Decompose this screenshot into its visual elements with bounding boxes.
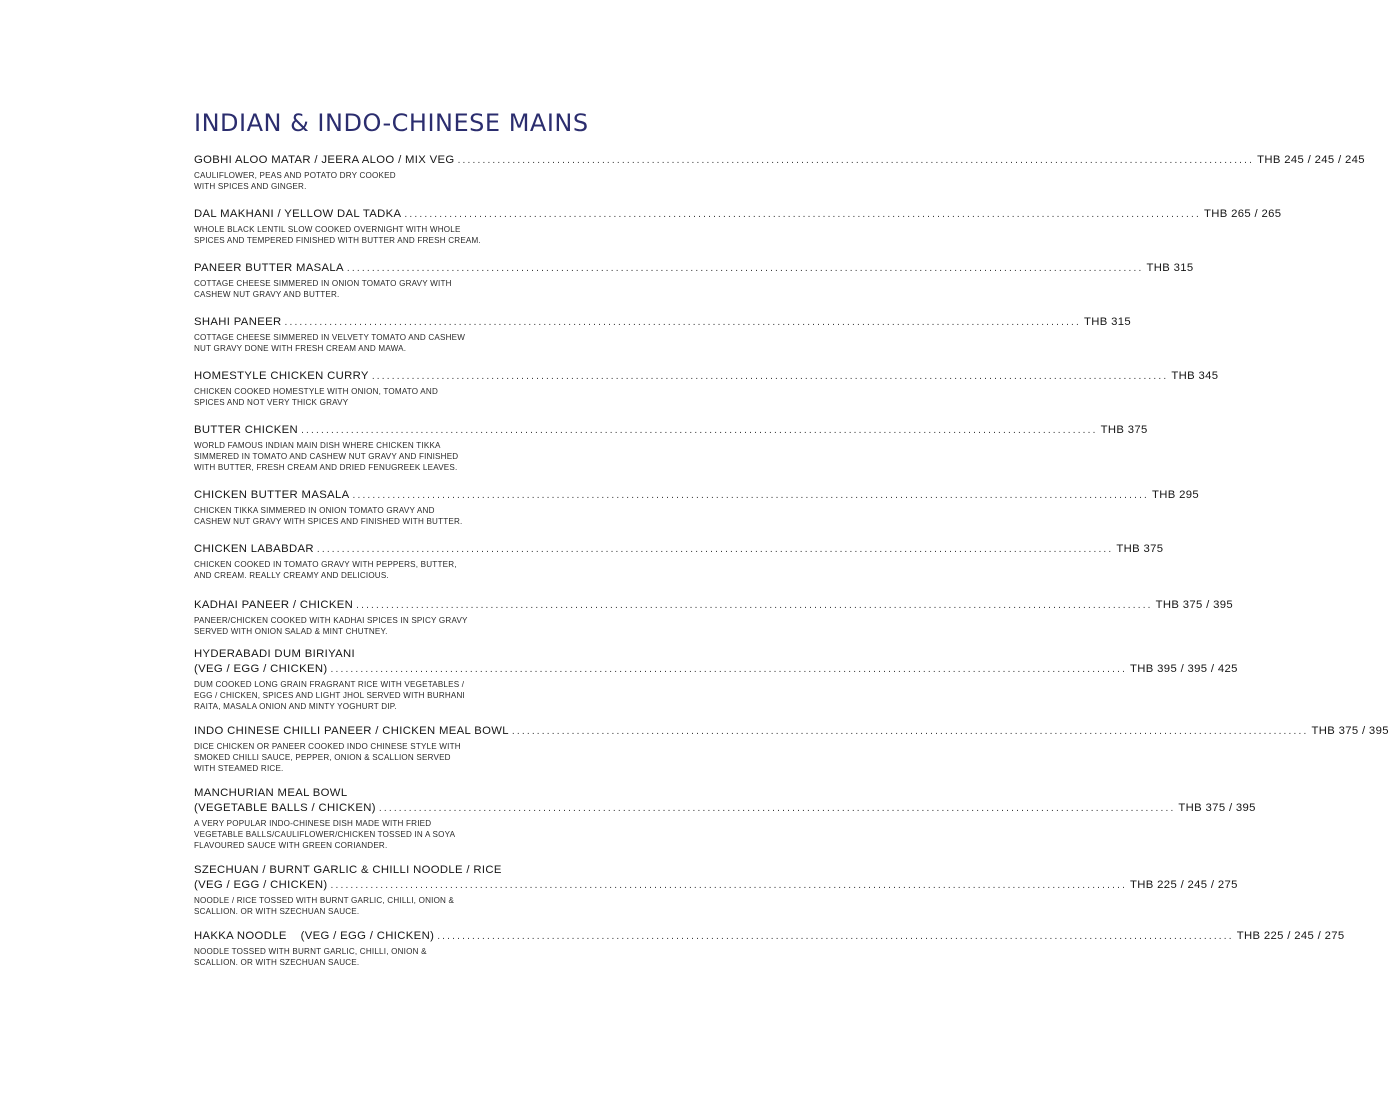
- item-price: THB 245 / 245 / 245: [1257, 154, 1365, 166]
- item-name: (VEG / EGG / CHICKEN): [194, 879, 328, 891]
- item-description: [194, 679, 514, 712]
- section-title: INDIAN & INDO-CHINESE MAINS: [194, 109, 589, 137]
- item-name: BUTTER CHICKEN: [194, 424, 299, 436]
- menu-item: [194, 724, 1389, 774]
- item-row: [194, 929, 1345, 944]
- item-name: INDO CHINESE CHILLI PANEER / CHICKEN MEAL BOWL: [194, 725, 509, 737]
- item-name: DAL MAKHANI / YELLOW DAL TADKA: [194, 208, 402, 220]
- item-price: THB 375: [1116, 543, 1164, 555]
- description-line: NOODLE TOSSED WITH BURNT GARLIC, CHILLI, ONION &: [194, 947, 427, 956]
- item-row: [194, 662, 1238, 677]
- item-row: [194, 315, 1132, 330]
- description-line: SIMMERED IN TOMATO AND CASHEW NUT GRAVY AND FINISHED: [194, 452, 459, 461]
- item-price: THB 295: [1152, 489, 1200, 501]
- description-line: CASHEW NUT GRAVY AND BUTTER.: [194, 290, 340, 299]
- description-line: CHICKEN COOKED HOMESTYLE WITH ONION, TOMATO AND: [194, 387, 438, 396]
- item-description: [194, 386, 514, 408]
- dot-leader: ................................................................................................................................................................: [457, 155, 1255, 166]
- item-row: [194, 801, 1256, 816]
- menu-item: [194, 488, 1200, 527]
- menu-item: [194, 315, 1132, 354]
- item-price: THB 315: [1084, 316, 1132, 328]
- item-description: [194, 741, 514, 774]
- description-line: SCALLION. OR WITH SZECHUAN SAUCE.: [194, 958, 360, 967]
- item-price: THB 225 / 245 / 275: [1236, 930, 1345, 942]
- menu-item: [194, 423, 1148, 473]
- item-name: KADHAI PANEER / CHICKEN: [194, 599, 354, 611]
- dot-leader: ................................................................................................................................................................: [356, 600, 1153, 611]
- item-name: CHICKEN LABABDAR: [194, 543, 314, 555]
- description-line: DUM COOKED LONG GRAIN FRAGRANT RICE WITH VEGETABLES /: [194, 680, 465, 689]
- item-description: [194, 615, 514, 637]
- item-price: THB 265 / 265: [1203, 208, 1282, 220]
- description-line: DICE CHICKEN OR PANEER COOKED INDO CHINESE STYLE WITH: [194, 742, 461, 751]
- description-line: COTTAGE CHEESE SIMMERED IN VELVETY TOMATO AND CASHEW: [194, 333, 466, 342]
- item-row: [194, 598, 1234, 613]
- description-line: NUT GRAVY DONE WITH FRESH CREAM AND MAWA.: [194, 344, 407, 353]
- item-row: [194, 369, 1219, 384]
- item-name-line: HYDERABADI DUM BIRIYANI: [194, 648, 355, 660]
- item-name: (VEG / EGG / CHICKEN): [194, 663, 328, 675]
- description-line: A VERY POPULAR INDO-CHINESE DISH MADE WITH FRIED: [194, 819, 432, 828]
- item-row: [194, 878, 1238, 893]
- item-description: [194, 278, 514, 300]
- item-price: THB 315: [1146, 262, 1194, 274]
- description-line: CHICKEN TIKKA SIMMERED IN ONION TOMATO GRAVY AND: [194, 506, 435, 515]
- item-row: [194, 488, 1200, 503]
- menu-item: [194, 369, 1219, 408]
- item-row: [194, 153, 1365, 168]
- menu-item: [194, 786, 1256, 851]
- dot-leader: ................................................................................................................................................................: [301, 425, 1098, 436]
- description-line: WITH STEAMED RICE.: [194, 764, 284, 773]
- description-line: AND CREAM. REALLY CREAMY AND DELICIOUS.: [194, 571, 389, 580]
- item-description: [194, 440, 514, 473]
- menu-item: [194, 929, 1345, 968]
- item-price: THB 375: [1100, 424, 1148, 436]
- description-line: SCALLION. OR WITH SZECHUAN SAUCE.: [194, 907, 360, 916]
- item-price: THB 395 / 395 / 425: [1130, 663, 1238, 675]
- dot-leader: ................................................................................................................................................................: [437, 931, 1234, 942]
- description-line: CASHEW NUT GRAVY WITH SPICES AND FINISHED WITH BUTTER.: [194, 517, 463, 526]
- description-line: PANEER/CHICKEN COOKED WITH KADHAI SPICES IN SPICY GRAVY: [194, 616, 468, 625]
- item-name-line: SZECHUAN / BURNT GARLIC & CHILLI NOODLE / RICE: [194, 864, 502, 876]
- item-name: (VEGETABLE BALLS / CHICKEN): [194, 802, 376, 814]
- description-line: WORLD FAMOUS INDIAN MAIN DISH WHERE CHICKEN TIKKA: [194, 441, 441, 450]
- menu-item: [194, 542, 1164, 581]
- item-description: [194, 895, 514, 917]
- item-name-line: MANCHURIAN MEAL BOWL: [194, 787, 348, 799]
- item-row: [194, 542, 1164, 557]
- item-row: [194, 724, 1389, 739]
- menu-item: [194, 598, 1234, 637]
- description-line: CHICKEN COOKED IN TOMATO GRAVY WITH PEPPERS, BUTTER,: [194, 560, 457, 569]
- menu-item: [194, 261, 1194, 300]
- dot-leader: ................................................................................................................................................................: [511, 726, 1309, 737]
- dot-leader: ................................................................................................................................................................: [352, 490, 1150, 501]
- item-name: GOBHI ALOO MATAR / JEERA ALOO / MIX VEG: [194, 154, 455, 166]
- item-row: [194, 261, 1194, 276]
- description-line: WHOLE BLACK LENTIL SLOW COOKED OVERNIGHT WITH WHOLE: [194, 225, 461, 234]
- menu-item: [194, 863, 1238, 917]
- item-name: PANEER BUTTER MASALA: [194, 262, 344, 274]
- item-description: [194, 332, 514, 354]
- item-description: [194, 818, 514, 851]
- description-line: FLAVOURED SAUCE WITH GREEN CORIANDER.: [194, 841, 388, 850]
- item-name: SHAHI PANEER: [194, 316, 282, 328]
- item-price: THB 375 / 395: [1178, 802, 1256, 814]
- item-row: [194, 423, 1148, 438]
- dot-leader: ................................................................................................................................................................: [284, 317, 1082, 328]
- item-name: CHICKEN BUTTER MASALA: [194, 489, 350, 501]
- description-line: SPICES AND NOT VERY THICK GRAVY: [194, 398, 349, 407]
- item-description: [194, 224, 514, 246]
- menu-content: [194, 107, 1389, 968]
- item-price: THB 345: [1171, 370, 1219, 382]
- dot-leader: ................................................................................................................................................................: [378, 803, 1176, 814]
- menu-item: [194, 647, 1238, 712]
- dot-leader: ................................................................................................................................................................: [316, 544, 1114, 555]
- description-line: NOODLE / RICE TOSSED WITH BURNT GARLIC, CHILLI, ONION &: [194, 896, 455, 905]
- menu-item: [194, 153, 1365, 192]
- dot-leader: ................................................................................................................................................................: [404, 209, 1201, 220]
- item-description: [194, 559, 514, 581]
- dot-leader: ................................................................................................................................................................: [330, 880, 1128, 891]
- dot-leader: ................................................................................................................................................................: [346, 263, 1144, 274]
- item-price: THB 225 / 245 / 275: [1130, 879, 1238, 891]
- description-line: RAITA, MASALA ONION AND MINTY YOGHURT DIP.: [194, 702, 397, 711]
- description-line: COTTAGE CHEESE SIMMERED IN ONION TOMATO GRAVY WITH: [194, 279, 452, 288]
- item-row: [194, 207, 1282, 222]
- dot-leader: ................................................................................................................................................................: [371, 371, 1169, 382]
- item-price: THB 375 / 395: [1311, 725, 1389, 737]
- item-description: [194, 946, 514, 968]
- menu-item: [194, 207, 1282, 246]
- description-line: EGG / CHICKEN, SPICES AND LIGHT JHOL SERVED WITH BURHANI: [194, 691, 465, 700]
- description-line: SMOKED CHILLI SAUCE, PEPPER, ONION & SCALLION SERVED: [194, 753, 451, 762]
- item-description: [194, 505, 514, 527]
- menu-item-list: [194, 153, 1389, 968]
- description-line: WITH SPICES AND GINGER.: [194, 182, 307, 191]
- description-line: SPICES AND TEMPERED FINISHED WITH BUTTER AND FRESH CREAM.: [194, 236, 481, 245]
- description-line: SERVED WITH ONION SALAD & MINT CHUTNEY.: [194, 627, 388, 636]
- dot-leader: ................................................................................................................................................................: [330, 664, 1128, 675]
- item-name: HAKKA NOODLE (VEG / EGG / CHICKEN): [194, 930, 435, 942]
- item-name: HOMESTYLE CHICKEN CURRY: [194, 370, 369, 382]
- description-line: CAULIFLOWER, PEAS AND POTATO DRY COOKED: [194, 171, 396, 180]
- item-description: [194, 170, 514, 192]
- description-line: WITH BUTTER, FRESH CREAM AND DRIED FENUGREEK LEAVES.: [194, 463, 458, 472]
- item-price: THB 375 / 395: [1155, 599, 1234, 611]
- description-line: VEGETABLE BALLS/CAULIFLOWER/CHICKEN TOSSED IN A SOYA: [194, 830, 456, 839]
